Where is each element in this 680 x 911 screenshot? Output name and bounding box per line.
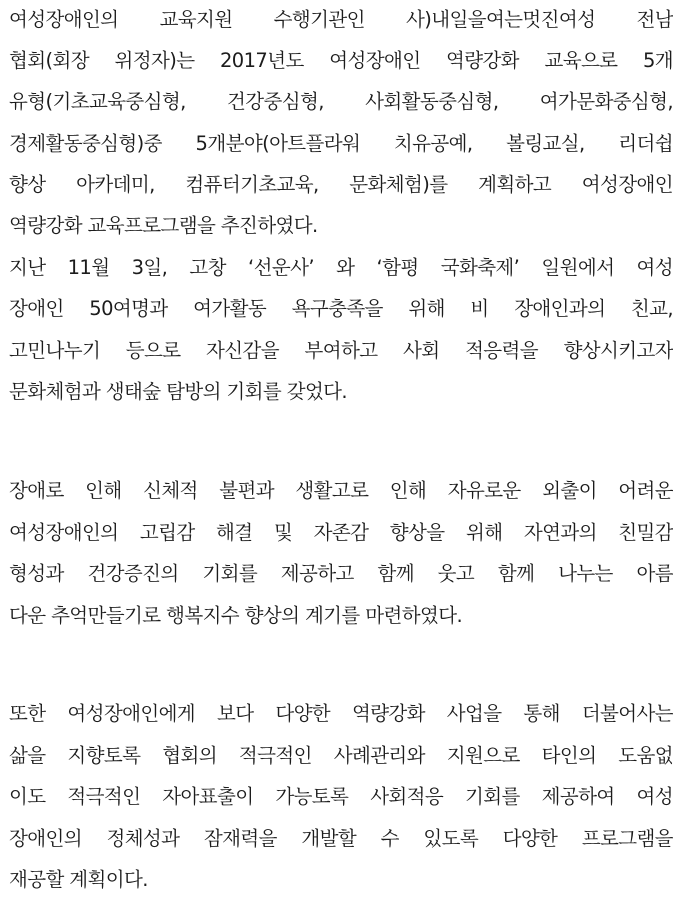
paragraph-3-line-4: 다운 추억만들기로 행복지수 향상의 계기를 마련하였다. [9, 604, 463, 627]
paragraph-3-line-3: 형성과 건강증진의 기회를 제공하고 함께 웃고 함께 나누는 아름 [9, 562, 673, 585]
paragraph-4-line-3: 이도 적극적인 자아표출이 가능토록 사회적응 기회를 제공하여 여성 [9, 785, 673, 808]
paragraph-3-line-1: 장애로 인해 신체적 불편과 생활고로 인해 자유로운 외출이 어려운 [9, 479, 673, 502]
paragraph-1-line-3: 유형(기초교육중심형, 건강중심형, 사회활동중심형, 여가문화중심형, [9, 90, 673, 113]
paragraph-2-line-3: 고민나누기 등으로 자신감을 부여하고 사회 적응력을 향상시키고자 [9, 339, 673, 362]
paragraph-1-line-1: 여성장애인의 교육지원 수행기관인 사)내일을여는멋진여성 전남 [9, 8, 673, 31]
paragraph-3-line-2: 여성장애인의 고립감 해결 및 자존감 향상을 위해 자연과의 친밀감 [9, 521, 673, 544]
paragraph-1-line-2: 협회(회장 위정자)는 2017년도 여성장애인 역량강화 교육으로 5개 [9, 49, 673, 72]
paragraph-4-line-1: 또한 여성장애인에게 보다 다양한 역량강화 사업을 통해 더불어사는 [9, 702, 673, 725]
paragraph-1-line-6: 역량강화 교육프로그램을 추진하였다. [9, 214, 318, 237]
paragraph-2-line-1: 지난 11월 3일, 고창 ‘선운사’ 와 ‘함평 국화축제’ 일원에서 여성 [9, 256, 673, 279]
paragraph-2-line-2: 장애인 50여명과 여가활동 욕구충족을 위해 비 장애인과의 친교, [9, 297, 673, 320]
paragraph-4-line-5: 재공할 계획이다. [9, 868, 148, 891]
paragraph-2-line-4: 문화체험과 생태숲 탐방의 기회를 갖었다. [9, 380, 348, 403]
paragraph-1-line-5: 향상 아카데미, 컴퓨터기초교육, 문화체험)를 계획하고 여성장애인 [9, 173, 673, 196]
paragraph-4-line-4: 장애인의 정체성과 잠재력을 개발할 수 있도록 다양한 프로그램을 [9, 827, 673, 850]
paragraph-4-line-2: 삶을 지향토록 협회의 적극적인 사례관리와 지원으로 타인의 도움없 [9, 744, 673, 767]
paragraph-1-line-4: 경제활동중심형)중 5개분야(아트플라워 치유공예, 볼링교실, 리더쉽 [9, 132, 673, 155]
